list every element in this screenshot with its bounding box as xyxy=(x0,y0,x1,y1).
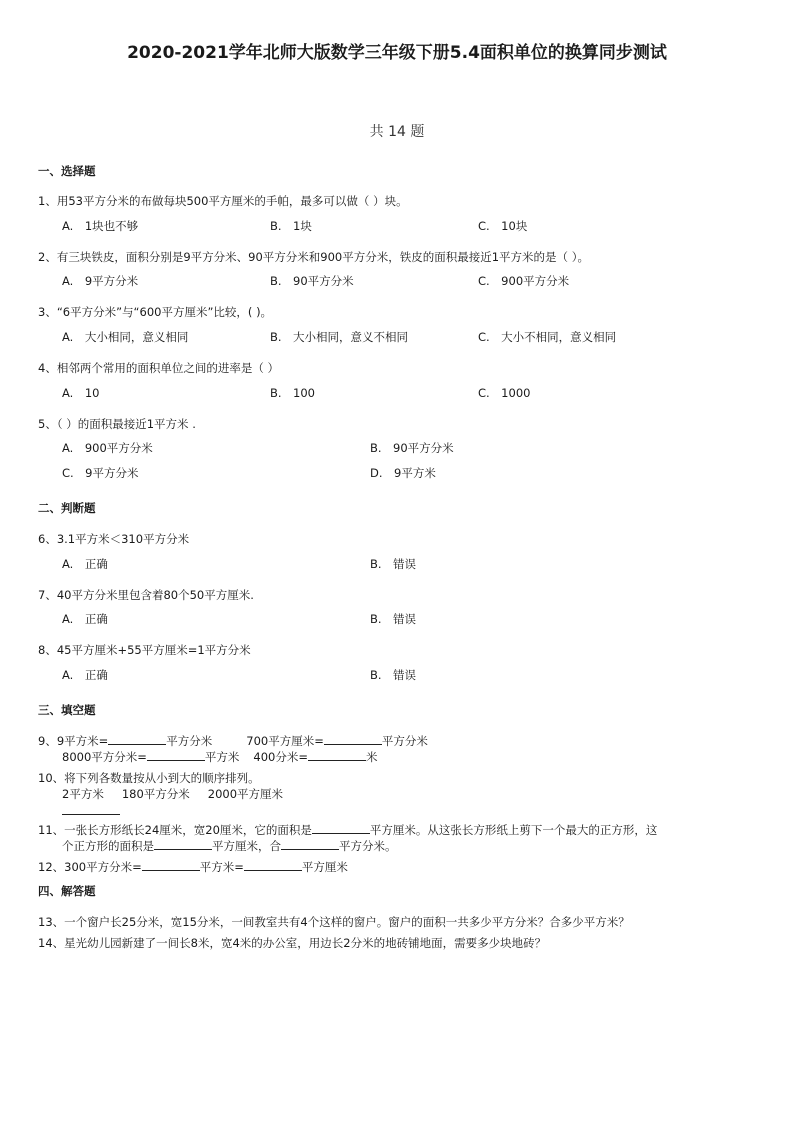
answer-blank[interactable] xyxy=(244,859,302,871)
question-text: 用53平方分米的布做每块500平方厘米的手帕，最多可以做（ ）块。 xyxy=(56,194,408,208)
answer-blank[interactable] xyxy=(308,749,366,761)
question-number: 12、 xyxy=(38,860,65,874)
option-b[interactable]: B. 错误 xyxy=(370,612,417,626)
question-3 xyxy=(38,304,272,320)
question-5 xyxy=(38,416,196,432)
question-count: 共 14 题 xyxy=(369,124,425,140)
option-c[interactable]: C. 1000 xyxy=(478,386,531,400)
text-segment: 平方厘米，合 xyxy=(212,839,281,853)
text-segment: 9平方米= xyxy=(56,734,109,748)
question-11-line-1 xyxy=(38,822,657,838)
text-segment: 平方分米 xyxy=(381,734,428,748)
question-number: 10、 xyxy=(38,771,65,785)
question-text: “6平方分米”与“600平方厘米”比较，( )。 xyxy=(56,305,273,319)
answer-blank[interactable] xyxy=(324,733,382,745)
option-c[interactable]: C. 大小不相同，意义相同 xyxy=(478,330,617,344)
question-number: 9、 xyxy=(38,734,57,748)
question-2 xyxy=(38,249,589,265)
question-9-line-1 xyxy=(38,733,428,749)
text-segment: 个正方形的面积是 xyxy=(62,839,154,853)
option-b[interactable]: B. 1块 xyxy=(270,219,312,233)
answer-blank[interactable] xyxy=(108,733,166,745)
answer-blank[interactable] xyxy=(154,838,212,850)
answer-blank[interactable] xyxy=(147,749,205,761)
section-heading-fill: 三、填空题 xyxy=(38,703,96,717)
option-b[interactable]: B. 100 xyxy=(270,386,315,400)
text-segment: 8000平方分米= xyxy=(62,750,147,764)
quantity-item: 180平方分米 xyxy=(121,787,190,801)
text-segment: 平方分米 xyxy=(166,734,213,748)
option-a[interactable]: A. 10 xyxy=(62,386,100,400)
question-text: 40平方分米里包含着80个50平方厘米. xyxy=(56,588,254,602)
question-12 xyxy=(38,859,348,875)
question-number: 5、 xyxy=(38,417,57,431)
section-heading-answer: 四、解答题 xyxy=(38,884,96,898)
option-a[interactable]: A. 正确 xyxy=(62,612,108,626)
answer-line[interactable] xyxy=(62,813,120,815)
question-11-line-2 xyxy=(62,838,397,854)
question-10 xyxy=(38,770,260,786)
question-text: 3.1平方米＜310平方分米 xyxy=(56,532,190,546)
option-a[interactable]: A. 正确 xyxy=(62,557,108,571)
text-segment: 平方米 xyxy=(204,750,240,764)
option-a[interactable]: A. 大小相同，意义相同 xyxy=(62,330,189,344)
option-c[interactable]: C. 10块 xyxy=(478,219,528,233)
question-8 xyxy=(38,642,251,658)
question-text: 一个窗户长25分米，宽15分米，一间教室共有4个这样的窗户。窗户的面积一共多少平方分米？合多少平方米？ xyxy=(64,915,630,929)
answer-blank[interactable] xyxy=(312,822,370,834)
question-text: 有三块铁皮，面积分别是9平方分米、90平方分米和900平方分米，铁皮的面积最接近1平方米的是（ ）。 xyxy=(56,250,589,264)
question-10-items xyxy=(62,786,283,802)
answer-blank[interactable] xyxy=(281,838,339,850)
question-number: 8、 xyxy=(38,643,57,657)
option-a[interactable]: A. 1块也不够 xyxy=(62,219,139,233)
text-segment: 400分米= xyxy=(253,750,308,764)
question-number: 13、 xyxy=(38,915,65,929)
option-a[interactable]: A. 9平方分米 xyxy=(62,274,139,288)
question-14 xyxy=(38,935,546,951)
question-number: 1、 xyxy=(38,194,57,208)
question-text: 相邻两个常用的面积单位之间的进率是（ ） xyxy=(56,361,279,375)
option-b[interactable]: B. 90平方分米 xyxy=(370,441,454,455)
option-b[interactable]: B. 错误 xyxy=(370,557,417,571)
question-number: 11、 xyxy=(38,823,65,837)
question-1 xyxy=(38,193,408,209)
question-number: 3、 xyxy=(38,305,57,319)
question-text: （ ）的面积最接近1平方米 . xyxy=(56,417,196,431)
quantity-item: 2平方米 xyxy=(62,787,104,801)
text-segment: 700平方厘米= xyxy=(246,734,324,748)
question-text: 星光幼儿园新建了一间长8米，宽4米的办公室，用边长2分米的地砖铺地面，需要多少块地砖？ xyxy=(64,936,547,950)
section-heading-choice: 一、选择题 xyxy=(38,164,96,178)
option-b[interactable]: B. 90平方分米 xyxy=(270,274,354,288)
option-a[interactable]: A. 正确 xyxy=(62,668,108,682)
text-segment: 一张长方形纸长24厘米，宽20厘米，它的面积是 xyxy=(64,823,312,837)
question-9-line-2 xyxy=(62,749,378,765)
option-c[interactable]: C. 900平方分米 xyxy=(478,274,570,288)
question-6 xyxy=(38,531,189,547)
question-number: 7、 xyxy=(38,588,57,602)
document-title: 2020-2021学年北师大版数学三年级下册5.4面积单位的换算同步测试 xyxy=(127,43,667,63)
question-text: 将下列各数量按从小到大的顺序排列。 xyxy=(64,771,260,785)
question-number: 6、 xyxy=(38,532,57,546)
question-text: 45平方厘米+55平方厘米=1平方分米 xyxy=(56,643,251,657)
option-b[interactable]: B. 错误 xyxy=(370,668,417,682)
question-number: 14、 xyxy=(38,936,65,950)
question-13 xyxy=(38,914,630,930)
text-segment: 平方分米。 xyxy=(339,839,397,853)
question-number: 2、 xyxy=(38,250,57,264)
text-segment: 平方米= xyxy=(199,860,244,874)
question-7 xyxy=(38,587,254,603)
text-segment: 300平方分米= xyxy=(64,860,142,874)
answer-blank[interactable] xyxy=(142,859,200,871)
quantity-item: 2000平方厘米 xyxy=(207,787,284,801)
text-segment: 米 xyxy=(366,750,378,764)
option-b[interactable]: B. 大小相同，意义不相同 xyxy=(270,330,409,344)
option-a[interactable]: A. 900平方分米 xyxy=(62,441,153,455)
option-c[interactable]: C. 9平方分米 xyxy=(62,466,139,480)
text-segment: 平方厘米。从这张长方形纸上剪下一个最大的正方形，这 xyxy=(369,823,658,837)
question-number: 4、 xyxy=(38,361,57,375)
question-4 xyxy=(38,360,279,376)
text-segment: 平方厘米 xyxy=(301,860,348,874)
section-heading-judge: 二、判断题 xyxy=(38,501,96,515)
option-d[interactable]: D. 9平方米 xyxy=(370,466,436,480)
answer-blank[interactable] xyxy=(62,803,120,819)
